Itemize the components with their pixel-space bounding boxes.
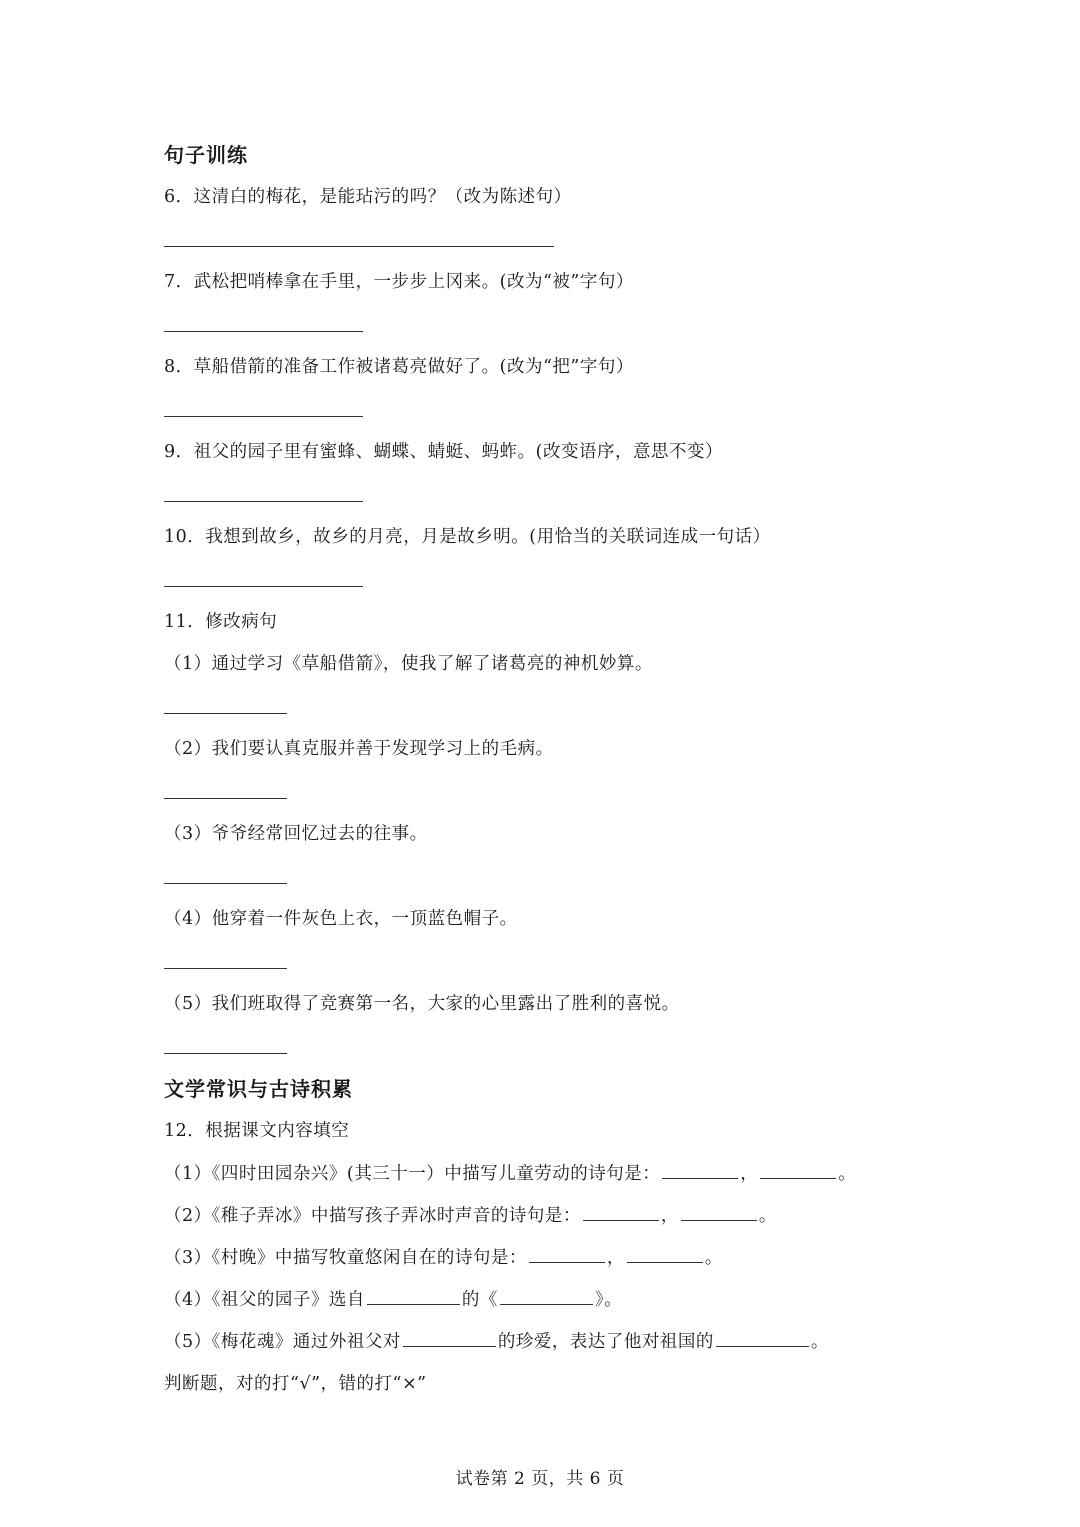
end-punct: 。 <box>758 1206 777 1226</box>
question-7: 7．武松把哨棒拿在手里，一步步上冈来。(改为“被”字句） <box>164 272 634 292</box>
question-12-item-4 <box>164 1286 622 1311</box>
end-punct: 。 <box>810 1332 829 1352</box>
page-footer: 试卷第 2 页，共 6 页 <box>455 1469 625 1489</box>
question-12-item-1 <box>164 1160 856 1185</box>
section-title-literature: 文学常识与古诗积累 <box>164 1077 353 1101</box>
judge-instructions: 判断题，对的打“√”，错的打“×” <box>164 1374 427 1394</box>
blank-12-2a[interactable] <box>583 1203 659 1222</box>
blank-12-5a[interactable] <box>403 1329 496 1348</box>
blank-12-4b[interactable] <box>500 1287 593 1306</box>
question-12-item-4-text: （4）《祖父的园子》选自 <box>164 1290 365 1310</box>
question-12-title: 12．根据课文内容填空 <box>164 1121 350 1141</box>
question-11-item-4: （4）他穿着一件灰色上衣，一顶蓝色帽子。 <box>164 909 518 929</box>
answer-line-7[interactable] <box>164 331 363 332</box>
question-12-item-5-text: （5）《梅花魂》通过外祖父对 <box>164 1332 401 1352</box>
blank-12-3b[interactable] <box>627 1245 703 1264</box>
separator: ， <box>740 1164 759 1184</box>
question-9: 9．祖父的园子里有蜜蜂、蝴蝶、蜻蜓、蚂蚱。(改变语序，意思不变） <box>164 442 723 462</box>
answer-line-10[interactable] <box>164 586 363 587</box>
answer-line-11-5[interactable] <box>164 1053 287 1054</box>
answer-line-11-1[interactable] <box>164 713 287 714</box>
blank-12-1b[interactable] <box>760 1161 836 1180</box>
mid-text: 的《 <box>461 1290 498 1310</box>
question-11-item-2: （2）我们要认真克服并善于发现学习上的毛病。 <box>164 739 554 759</box>
question-11-item-5: （5）我们班取得了竞赛第一名，大家的心里露出了胜利的喜悦。 <box>164 994 680 1014</box>
question-11-title: 11．修改病句 <box>164 612 278 632</box>
question-8: 8．草船借箭的准备工作被诸葛亮做好了。(改为“把”字句） <box>164 357 634 377</box>
end-punct: 。 <box>838 1164 857 1184</box>
question-11-item-1: （1）通过学习《草船借箭》，使我了解了诸葛亮的神机妙算。 <box>164 654 653 674</box>
answer-line-11-3[interactable] <box>164 883 287 884</box>
separator: ， <box>606 1248 625 1268</box>
question-12-item-1-text: （1）《四时田园杂兴》(其三十一）中描写儿童劳动的诗句是： <box>164 1164 661 1184</box>
answer-line-11-4[interactable] <box>164 968 287 969</box>
answer-line-11-2[interactable] <box>164 798 287 799</box>
separator: ， <box>660 1206 679 1226</box>
question-12-item-2 <box>164 1202 777 1227</box>
question-12-item-3-text: （3）《村晚》中描写牧童悠闲自在的诗句是： <box>164 1248 527 1268</box>
question-6: 6．这清白的梅花，是能玷污的吗？（改为陈述句） <box>164 187 572 207</box>
section-title-sentence-training: 句子训练 <box>164 143 248 167</box>
end-punct: 。 <box>704 1248 723 1268</box>
answer-line-9[interactable] <box>164 501 363 502</box>
answer-line-6[interactable] <box>164 246 554 247</box>
question-11-item-3: （3）爷爷经常回忆过去的往事。 <box>164 824 428 844</box>
blank-12-2b[interactable] <box>681 1203 757 1222</box>
blank-12-4a[interactable] <box>367 1287 460 1306</box>
blank-12-5b[interactable] <box>716 1329 809 1348</box>
blank-12-3a[interactable] <box>529 1245 605 1264</box>
question-12-item-3 <box>164 1244 723 1269</box>
end-punct: 》。 <box>594 1290 623 1310</box>
question-12-item-2-text: （2）《稚子弄冰》中描写孩子弄冰时声音的诗句是： <box>164 1206 581 1226</box>
question-12-item-5 <box>164 1328 829 1353</box>
answer-line-8[interactable] <box>164 416 363 417</box>
mid-text: 的珍爱，表达了他对祖国的 <box>497 1332 714 1352</box>
blank-12-1a[interactable] <box>662 1161 738 1180</box>
question-10: 10．我想到故乡，故乡的月亮，月是故乡明。(用恰当的关联词连成一句话） <box>164 527 771 547</box>
